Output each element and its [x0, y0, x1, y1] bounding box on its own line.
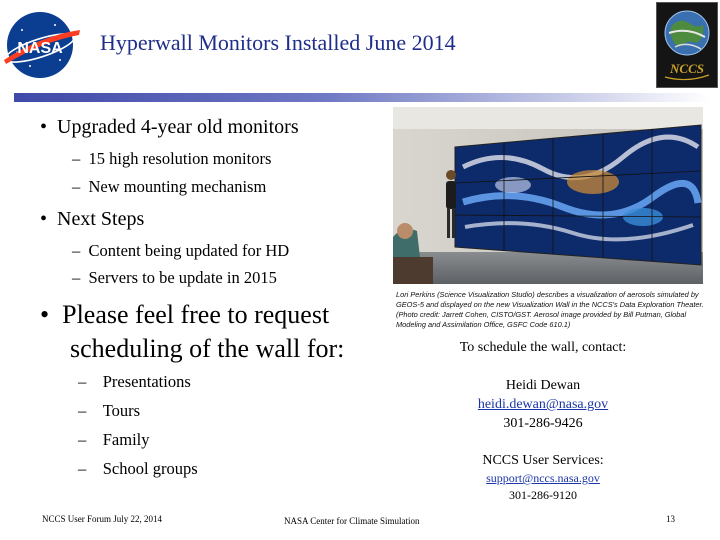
sub-bullet-family: – Family [78, 430, 150, 449]
sub-bullet-mounting: – New mounting mechanism [72, 177, 267, 196]
sub-bullet-text: 15 high resolution monitors [88, 149, 272, 168]
sub-bullet-content: – Content being updated for HD [72, 241, 290, 260]
bullet-dot: • [40, 300, 50, 329]
bullet-next-steps [40, 208, 144, 231]
sub-bullet-presentations: – Presentations [78, 372, 191, 391]
services-phone: 301-286-9120 [509, 488, 577, 502]
footer-page-number: 13 [666, 514, 675, 524]
contact-email-row [393, 397, 693, 413]
bullet-upgraded [40, 116, 299, 139]
sub-bullet-text: Presentations [102, 372, 191, 391]
nasa-logo-text: NASA [17, 40, 63, 57]
nccs-logo-text: NCCS [670, 61, 704, 76]
bullet-dot: • [40, 116, 48, 138]
footer-center-name: NASA Center for Climate Simulation [284, 516, 420, 526]
bullet-upgraded-text: Upgraded 4-year old monitors [57, 116, 299, 138]
sub-bullet-text: New mounting mechanism [88, 177, 267, 196]
contact-name: Heidi Dewan [505, 378, 581, 393]
sub-bullet-text: Servers to be update in 2015 [88, 268, 277, 287]
hyperwall-photo [393, 107, 703, 284]
services-email-link[interactable]: support@nccs.nasa.gov [486, 471, 600, 485]
contact-phone: 301-286-9426 [503, 416, 583, 431]
footer-forum-date: NCCS User Forum July 22, 2014 [42, 514, 163, 524]
sub-bullet-tours: – Tours [78, 401, 141, 420]
bullet-dot: • [40, 208, 48, 230]
sub-bullet-text: Tours [102, 401, 141, 420]
services-email-row [393, 471, 693, 486]
bullet-request-line2: scheduling of the wall for: [70, 334, 345, 363]
bullet-request [40, 298, 344, 366]
sub-bullet-text: Content being updated for HD [88, 241, 290, 260]
sub-bullet-text: School groups [102, 459, 198, 478]
nasa-logo [0, 8, 84, 80]
contact-heading: To schedule the wall, contact: [459, 340, 627, 355]
services-label: NCCS User Services: [482, 453, 604, 468]
sub-bullet-school-groups: – School groups [78, 459, 198, 478]
bullet-request-line1: Please feel free to request [62, 300, 330, 329]
bullet-next-steps-text: Next Steps [57, 208, 145, 230]
contact-email-link[interactable]: heidi.dewan@nasa.gov [477, 397, 609, 412]
nccs-logo [656, 2, 718, 88]
title-divider-bar [14, 93, 710, 102]
slide-title: Hyperwall Monitors Installed June 2014 [100, 30, 456, 55]
sub-bullet-servers: – Servers to be update in 2015 [72, 268, 277, 287]
sub-bullet-monitors: – 15 high resolution monitors [72, 149, 272, 168]
photo-caption: Lori Perkins (Science Visualization Studio) describes a visualization of aerosols simulated by GEOS-5 and displayed on the new Visualization Wall in the NCCS's Data Exploration Theater. (Photo credit: Jarrett Cohen, CISTO/GST. Aerosol image provided by Bill Putman, Global Modeling and Assimilation Office, GSFC Code 610.1) [396, 290, 704, 329]
sub-bullet-text: Family [102, 430, 150, 449]
